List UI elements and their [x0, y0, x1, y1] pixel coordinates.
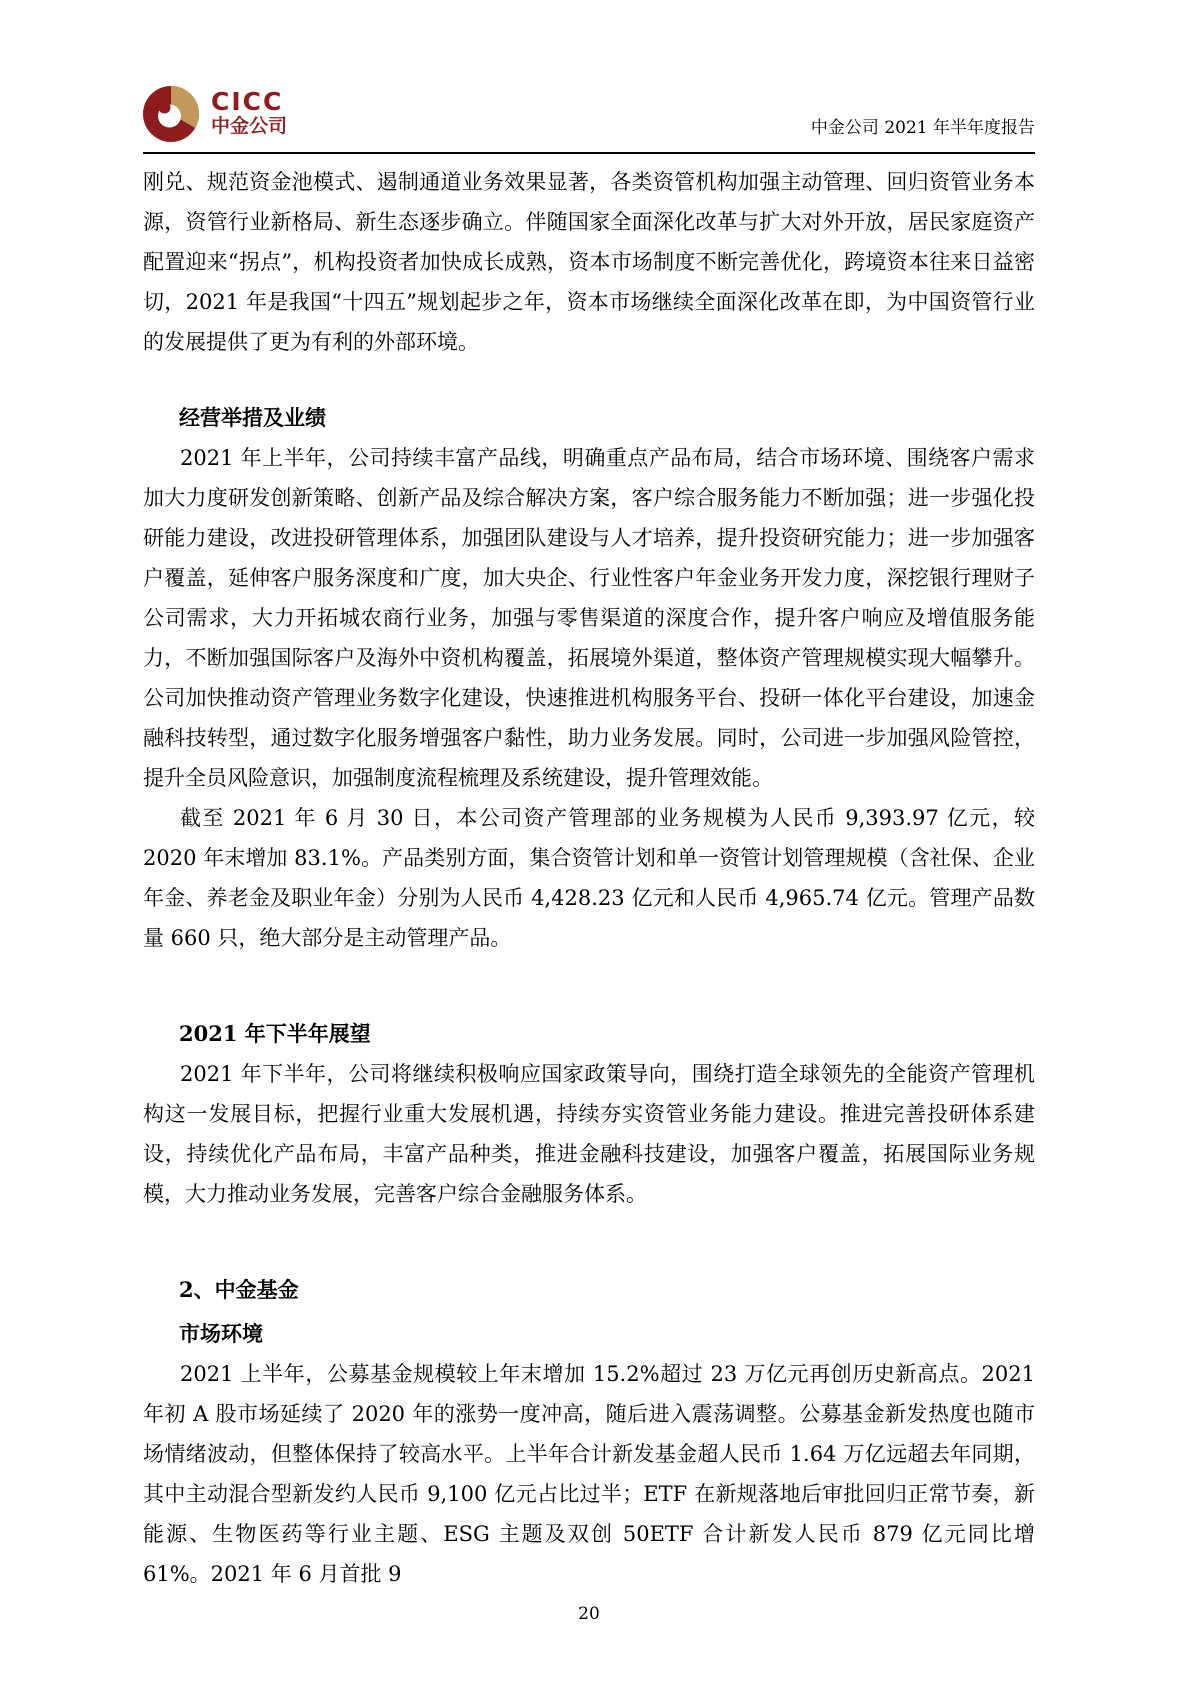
- heading-operations-and-results: 经营举措及业绩: [179, 405, 326, 430]
- paragraph-outlook: 2021 年下半年，公司将继续积极响应国家政策导向，围绕打造全球领先的全能资产管理机构这一发展目标，把握行业重大发展机遇，持续夯实资管业务能力建设。推进完善投研体系建设，持续优化产品布局，丰富产品种类，推进金融科技建设，加强客户覆盖，拓展国际业务规模，大力推动业务发展，完善客户综合金融服务体系。: [143, 1062, 1035, 1206]
- cicc-logo: [143, 86, 287, 142]
- page-footer: [143, 1604, 1035, 1624]
- page-header: [143, 0, 1035, 142]
- heading-market-environment: 市场环境: [179, 1321, 263, 1346]
- page-number: 20: [578, 1604, 600, 1624]
- heading-2021-h2-outlook: 2021 年下半年展望: [179, 1021, 371, 1046]
- report-title: 中金公司 2021 年半年度报告: [810, 118, 1035, 138]
- heading-cicc-fund: 2、中金基金: [179, 1277, 299, 1302]
- document-body: [143, 162, 1035, 1594]
- cicc-logo-icon: [143, 86, 199, 142]
- paragraph-industry-environment: 刚兑、规范资金池模式、遏制通道业务效果显著，各类资管机构加强主动管理、回归资管业务本源，资管行业新格局、新生态逐步确立。伴随国家全面深化改革与扩大对外开放，居民家庭资产配置迎来“拐点”，机构投资者加快成长成熟，资本市场制度不断完善优化，跨境资本往来日益密切，2021 年是我国“十四五”规划起步之年，资本市场继续全面深化改革在即，为中国资管行业的发展提供了更为有利的外部环境。: [143, 170, 1035, 354]
- paragraph-operations-detail: 2021 年上半年，公司持续丰富产品线，明确重点产品布局，结合市场环境、围绕客户需求加大力度研发创新策略、创新产品及综合解决方案，客户综合服务能力不断加强；进一步强化投研能力建设，改进投研管理体系，加强团队建设与人才培养，提升投资研究能力；进一步加强客户覆盖，延伸客户服务深度和广度，加大央企、行业性客户年金业务开发力度，深挖银行理财子公司需求，大力开拓城农商行业务，加强与零售渠道的深度合作，提升客户响应及增值服务能力，不断加强国际客户及海外中资机构覆盖，拓展境外渠道，整体资产管理规模实现大幅攀升。公司加快推动资产管理业务数字化建设，快速推进机构服务平台、投研一体化平台建设，加速金融科技转型，通过数字化服务增强客户黏性，助力业务发展。同时，公司进一步加强风险管控，提升全员风险意识，加强制度流程梳理及系统建设，提升管理效能。: [143, 446, 1035, 790]
- logo-wordmark: [211, 89, 287, 139]
- header-divider: [143, 152, 1035, 154]
- paragraph-aum-figures: 截至 2021 年 6 月 30 日，本公司资产管理部的业务规模为人民币 9,393.97 亿元，较 2020 年末增加 83.1%。产品类别方面，集合资管计划和单一资管计划管理规模（含社保、企业年金、养老金及职业年金）分别为人民币 4,428.23 亿元和人民币 4,965.74 亿元。管理产品数量 660 只，绝大部分是主动管理产品。: [143, 806, 1035, 950]
- logo-text-zh: 中金公司: [211, 115, 288, 138]
- logo-text-en: CICC: [211, 87, 284, 116]
- paragraph-fund-market: 2021 上半年，公募基金规模较上年末增加 15.2%超过 23 万亿元再创历史新高点。2021 年初 A 股市场延续了 2020 年的涨势一度冲高，随后进入震荡调整。公募基金新发热度也随市场情绪波动，但整体保持了较高水平。上半年合计新发基金超人民币 1.64 万亿远超去年同期，其中主动混合型新发约人民币 9,100 亿元占比过半；ETF 在新规落地后审批回归正常节奏，新能源、生物医药等行业主题、ESG 主题及双创 50ETF 合计新发人民币 879 亿元同比增 61%。2021 年 6 月首批 9: [143, 1362, 1035, 1586]
